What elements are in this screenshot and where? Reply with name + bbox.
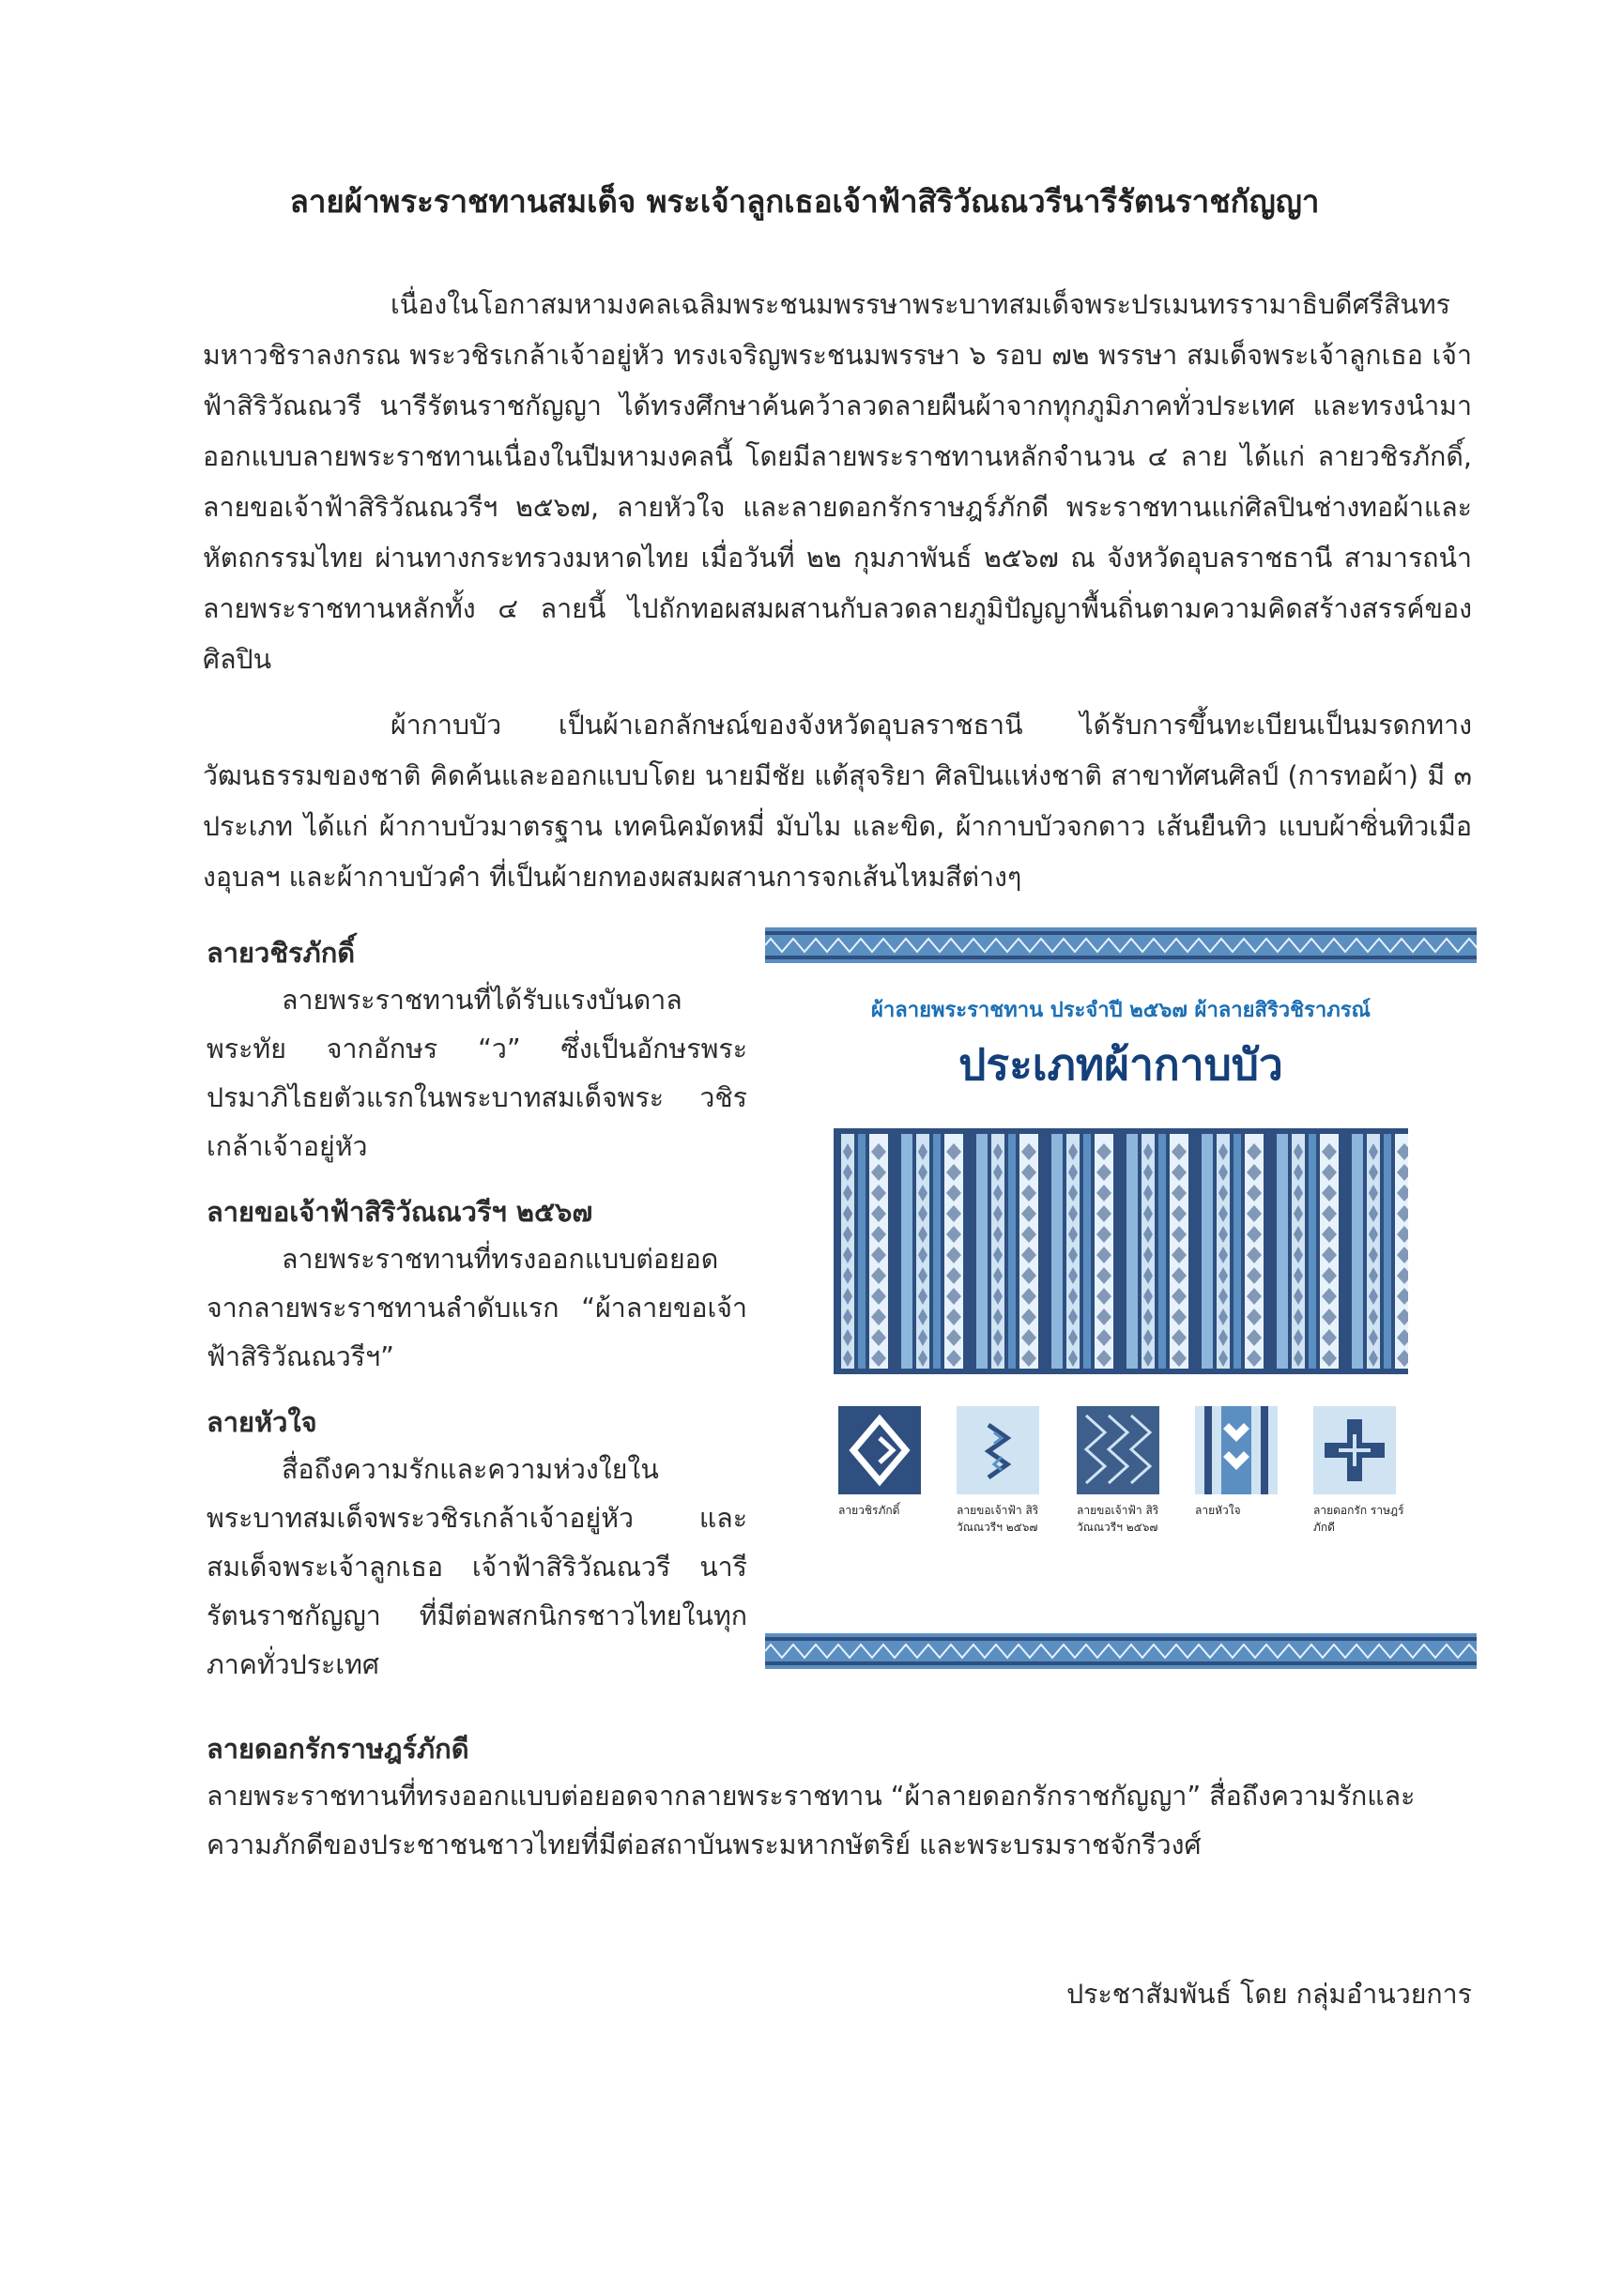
section-heading-heart: ลายหัวใจ: [207, 1406, 317, 1438]
section-heading-dokrak: ลายดอกรักราษฎร์ภักดี: [207, 1733, 469, 1765]
heart-pattern-swatch: [1195, 1406, 1278, 1494]
swatch-label-dokrak: ลายดอกรัก ราษฎร์ภักดี: [1313, 1504, 1404, 1534]
poster-title: ประเภทผ้ากาบบัว: [958, 1039, 1283, 1090]
intro-text: เนื่องในโอกาสมหามงคลเฉลิมพระชนมพรรษาพระบาทสมเด็จพระปรเมนทรรามาธิบดีศรีสินทรมหาวชิราลงกรณ พระวชิรเกล้าเจ้าอยู่หัว ทรงเจริญพระชนมพรรษา ๖ รอบ ๗๒ พรรษา สมเด็จพระเจ้าลูกเธอ เจ้าฟ้าสิริวัณณวรี นารีรัตนราชกัญญา ได้ทรงศึกษาค้นคว้าลวดลายผืนผ้าจากทุกภูมิภาคทั่วประเทศ และทรงนำมาออกแบบลายพระราชทานเนื่องในปีมหามงคลนี้ โดยมีลายพระราชทานหลักจำนวน ๔ ลาย ได้แก่ ลายวชิรภักดิ์, ลายขอเจ้าฟ้าสิริวัณณวรีฯ ๒๕๖๗, ลายหัวใจ และลายดอกรักราษฎร์ภักดี พระราชทานแก่ศิลปินช่างทอผ้าและหัตถกรรมไทย ผ่านทางกระทรวงมหาดไทย เมื่อวันที่ ๒๒ กุมภาพันธ์ ๒๕๖๗ ณ จังหวัดอุบลราชธานี สามารถนำลายพระราชทานหลักทั้ง ๔ ลายนี้ ไปถักทอผสมผสานกับลวดลายภูมิปัญญาพื้นถิ่นตามความคิดสร้างสรรค์ของศิลปิน: [203, 289, 1472, 675]
dokrak-pattern-swatch: [1313, 1406, 1396, 1494]
kapbua-paragraph: [203, 700, 1472, 903]
section-heading-kho: ลายขอเจ้าฟ้าสิริวัณณวรีฯ ๒๕๖๗: [207, 1196, 593, 1228]
kapbua-text: ผ้ากาบบัว เป็นผ้าเอกลักษณ์ของจังหวัดอุบลราชธานี ได้รับการขึ้นทะเบียนเป็นมรดกทางวัฒนธรรมของชาติ คิดค้นและออกแบบโดย นายมีชัย แต้สุจริยา ศิลปินแห่งชาติ สาขาทัศนศิลป์ (การทอผ้า) มี ๓ ประเภท ได้แก่ ผ้ากาบบัวมาตรฐาน เทคนิคมัดหมี่ มับไม และขิด, ผ้ากาบบัวจกดาว เส้นยืนทิว แบบผ้าซิ่นทิวเมืองอุบลฯ และผ้ากาบบัวคำ ที่เป็นผ้ายกทองผสมผสานการจกเส้นไหมสีต่างๆ: [203, 710, 1472, 893]
kapbua-fabric-illustration: [834, 1128, 1408, 1374]
footer-credit: ประชาสัมพันธ์ โดย กลุ่มอำนวยการ: [1066, 1979, 1472, 2010]
section-text-kho: ลายพระราชทานที่ทรงออกแบบต่อยอดจากลายพระราชทานลำดับแรก “ผ้าลายขอเจ้าฟ้าสิริวัณณวรีฯ”: [207, 1244, 747, 1372]
kho-pattern-swatch: [957, 1406, 1039, 1494]
section-text-vachira: ลายพระราชทานที่ได้รับแรงบันดาลพระทัย จากอักษร “ว” ซึ่งเป็นอักษรพระปรมาภิไธยตัวแรกในพระบาทสมเด็จพระ วชิรเกล้าเจ้าอยู่หัว: [207, 985, 747, 1162]
section-text-heart: สื่อถึงความรักและความห่วงใยในพระบาทสมเด็จพระวชิรเกล้าเจ้าอยู่หัว และสมเด็จพระเจ้าลูกเธอ เจ้าฟ้าสิริวัณณวรี นารีรัตนราชกัญญา ที่มีต่อพสกนิกรชาวไทยในทุกภาคทั่วประเทศ: [207, 1454, 747, 1680]
swatch-label-kho-2567: ลายขอเจ้าฟ้า สิริวัณณวรีฯ ๒๕๖๗: [1077, 1504, 1159, 1534]
swatch-label-heart: ลายหัวใจ: [1195, 1504, 1241, 1517]
intro-paragraph: [203, 280, 1472, 685]
poster-subtitle: ผ้าลายพระราชทาน ประจำปี ๒๕๖๗ ผ้าลายสิริวชิราภรณ์: [871, 999, 1371, 1022]
swatch-label-kho: ลายขอเจ้าฟ้า สิริวัณณวรีฯ ๒๕๖๗: [957, 1504, 1039, 1534]
section-text-dokrak: ลายพระราชทานที่ทรงออกแบบต่อยอดจากลายพระราชทาน “ผ้าลายดอกรักราชกัญญา” สื่อถึงความรักและความภักดีของประชาชนชาวไทยที่มีต่อสถาบันพระมหากษัตริย์ และพระบรมราชจักรีวงศ์: [207, 1781, 1416, 1860]
swatch-label-vachira: ลายวชิรภักดิ์: [838, 1504, 900, 1517]
vachira-pattern-swatch: [838, 1406, 921, 1494]
page-title: ลายผ้าพระราชทานสมเด็จ พระเจ้าลูกเธอเจ้าฟ้าสิริวัณณวรีนารีรัตนราชกัญญา: [289, 183, 1320, 220]
fabric-poster-image: [765, 927, 1477, 1671]
top-ribbon-pattern: [765, 927, 1477, 963]
pattern-sections: [207, 929, 747, 1707]
bottom-ribbon-pattern: [765, 1633, 1477, 1669]
section-heading-vachira: ลายวชิรภักดิ์: [207, 937, 356, 969]
kho-2567-pattern-swatch: [1077, 1406, 1159, 1494]
section-dokrak: [207, 1725, 1476, 1887]
